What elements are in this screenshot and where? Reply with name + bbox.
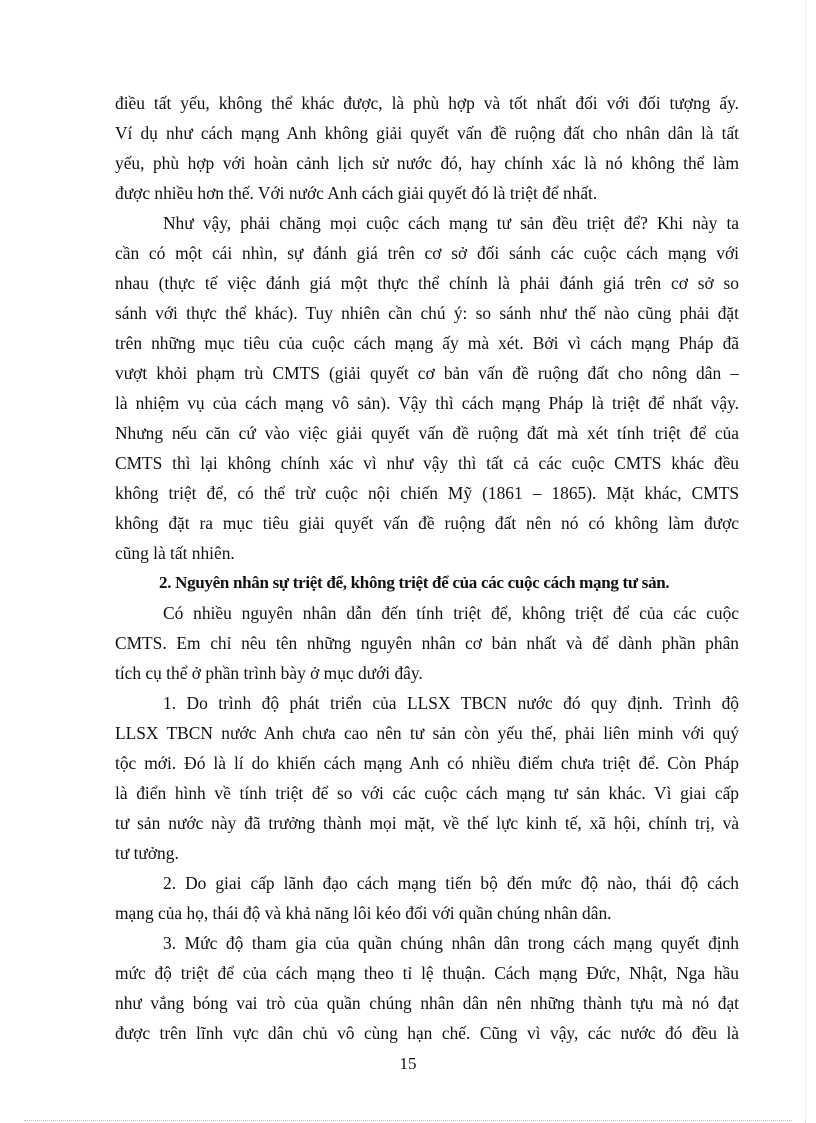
text-line: vượt khỏi phạm trù CMTS (giải quyết cơ bản vấn đề ruộng đất cho nông dân – [115,363,739,383]
text-line: Ví dụ như cách mạng Anh không giải quyết vấn đề ruộng đất cho nhân dân là tất [115,123,739,143]
text-line: mức độ triệt để của cách mạng theo tỉ lệ thuận. Cách mạng Đức, Nhật, Nga hầu [115,963,739,983]
text-line: điều tất yếu, không thể khác được, là phù hợp và tốt nhất đối với đối tượng ấy. [115,93,739,113]
text-line: tích cụ thể ở phần trình bày ở mục dưới đây. [115,663,423,683]
text-line: như vắng bóng vai trò của quần chúng nhân dân nên những thành tựu mà nó đạt [115,993,739,1013]
text-line: không triệt để, có thể trừ cuộc nội chiến Mỹ (1861 – 1865). Mặt khác, CMTS [115,483,739,503]
text-line: 3. Mức độ tham gia của quần chúng nhân dân trong cách mạng quyết định [163,933,739,953]
text-line: cần có một cái nhìn, sự đánh giá trên cơ sở đối sánh các cuộc cách mạng với [115,243,739,263]
text-line: tư sản nước này đã trưởng thành mọi mặt, về thế lực kinh tế, xã hội, chính trị, và [115,813,739,833]
text-line: là điển hình về tính triệt để so với các cuộc cách mạng tư sản khác. Vì giai cấp [115,783,739,803]
text-line: mạng của họ, thái độ và khả năng lôi kéo đối với quần chúng nhân dân. [115,903,612,923]
text-line: là nhiệm vụ của cách mạng vô sản). Vậy thì cách mạng Pháp là triệt để nhất vậy. [115,393,739,413]
text-line: nhau (thực tế việc đánh giá một thực thể chính là phải đánh giá trên cơ sở so [115,273,739,293]
text-line: LLSX TBCN nước Anh chưa cao nên tư sản còn yếu thế, phải liên minh với quý [115,723,739,743]
text-line: Có nhiều nguyên nhân dẫn đến tính triệt để, không triệt để của các cuộc [163,603,739,623]
text-line: CMTS. Em chỉ nêu tên những nguyên nhân cơ bản nhất và để dành phần phân [115,633,739,653]
text-line: 2. Do giai cấp lãnh đạo cách mạng tiến bộ đến mức độ nào, thái độ cách [163,873,739,893]
text-line: Như vậy, phải chăng mọi cuộc cách mạng tư sản đều triệt để? Khi này ta [163,213,739,233]
section-heading: 2. Nguyên nhân sự triệt để, không triệt để của các cuộc cách mạng tư sản. [159,573,670,592]
text-line: CMTS thì lại không chính xác vì như vậy thì tất cả các cuộc CMTS khác đều [115,453,739,473]
text-line: 1. Do trình độ phát triển của LLSX TBCN nước đó quy định. Trình độ [163,693,739,713]
text-line: tư tưởng. [115,843,179,863]
text-line: cũng là tất nhiên. [115,543,235,563]
text-line: sánh với thực thể khác). Tuy nhiên cần chú ý: so sánh như thế nào cũng phải đặt [115,303,739,323]
text-line: tộc mới. Đó là lí do khiến cách mạng Anh có nhiều điểm chưa triệt để. Còn Pháp [115,753,739,773]
text-line: được trên lĩnh vực dân chủ vô cùng hạn chế. Cũng vì vậy, các nước đó đều là [115,1023,739,1043]
text-line: được nhiều hơn thế. Với nước Anh cách giải quyết đó là triệt để nhất. [115,183,598,203]
page-number: 15 [399,1054,417,1073]
body-text [115,88,739,1048]
text-line: không đặt ra mục tiêu giải quyết vấn đề ruộng đất nên nó có không làm được [115,513,739,533]
text-line: yếu, phù hợp với hoàn cảnh lịch sử nước đó, hay chính xác là nó không thể làm [115,153,739,173]
text-line: trên những mục tiêu của cuộc cách mạng ấy mà xét. Bởi vì cách mạng Pháp đã [115,333,739,353]
page-border-bottom [24,1120,792,1121]
page-border-right [805,0,806,1123]
text-line: Nhưng nếu căn cứ vào việc giải quyết vấn đề ruộng đất mà xét tính triệt để của [115,423,739,443]
